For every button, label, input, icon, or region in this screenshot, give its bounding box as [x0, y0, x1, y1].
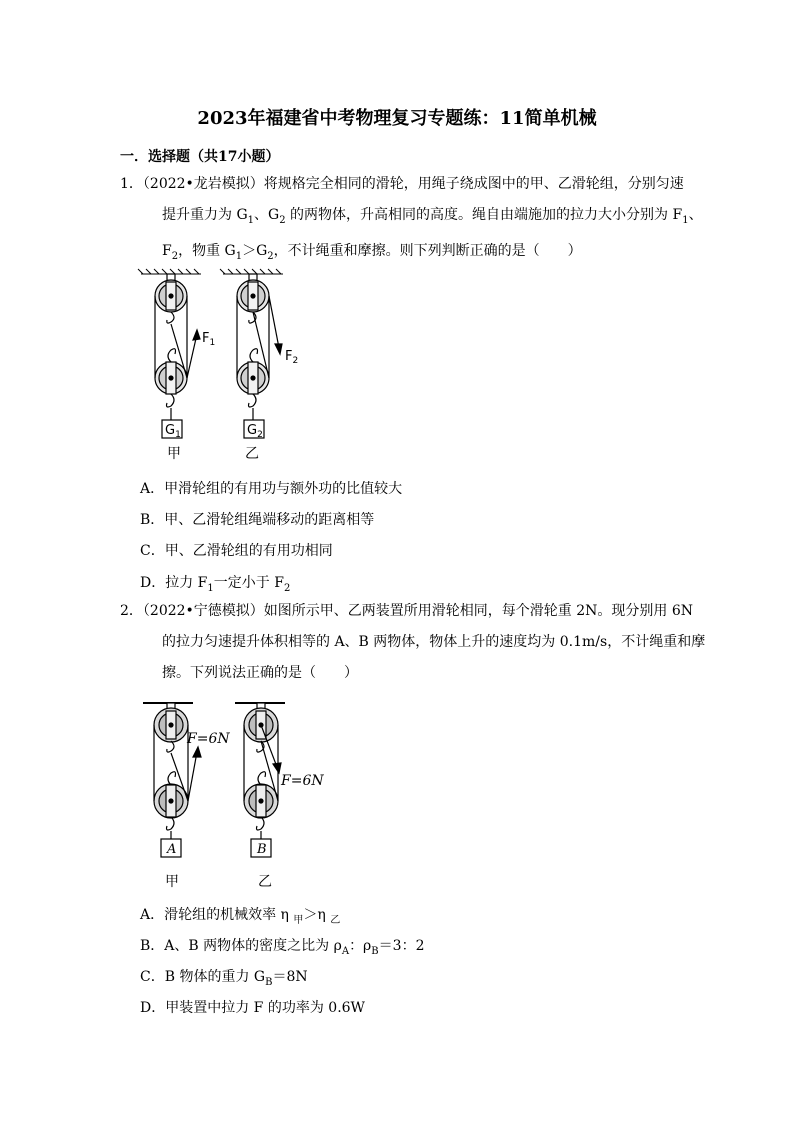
- figure-label-b: 乙: [245, 446, 259, 462]
- option-a[interactable]: A．滑轮组的机械效率 η $_甲$＞η $_乙$: [140, 907, 341, 926]
- question-2-stem: [120, 596, 705, 689]
- question-text-line: $F_2$，物重 $G_1>G_2$，不计绳重和摩擦。则下列判断正确的是（ ）: [162, 242, 582, 262]
- question-text-line: 擦。下列说法正确的是（ ）: [162, 665, 358, 681]
- box-label-a: A: [167, 842, 177, 857]
- option-c[interactable]: C．B 物体的重力 $G_B=8N$: [140, 969, 308, 988]
- pulley-figure-2: [135, 697, 335, 892]
- question-text-line: 提升重力为 $G_1$、$G_2$ 的两物体，升高相同的高度。绳自由端施加的拉力大小分别为 $F_1$、: [162, 207, 703, 226]
- pulley-figure-1: [135, 268, 315, 463]
- option-d[interactable]: D．甲装置中拉力 F 的功率为 0.6W: [140, 1000, 365, 1016]
- option-a[interactable]: A．甲滑轮组的有用功与额外功的比值较大: [140, 481, 403, 497]
- figure-label-b: 乙: [258, 874, 272, 890]
- page-title: 2023年福建省中考物理复习专题练：11简单机械: [197, 108, 597, 129]
- force-label-a: F=6N: [187, 731, 230, 747]
- pulley-system-b: [237, 274, 282, 438]
- option-c[interactable]: C．甲、乙滑轮组的有用功相同: [140, 543, 333, 559]
- pulley-system-b: [244, 703, 281, 857]
- weight-label-g1: $G_1$: [165, 423, 181, 440]
- question-text-line: （2022•龙岩模拟）将规格完全相同的滑轮，用绳子绕成图中的甲、乙滑轮组，分别匀速: [142, 176, 684, 192]
- option-b[interactable]: B．A、B 两物体的密度之比为 $\rho_A$：$\rho_B=3$：2: [140, 938, 425, 957]
- box-label-b: B: [257, 842, 267, 857]
- question-text-line: 的拉力匀速提升体积相等的 A、B 两物体，物体上升的速度均为 0.1m/s，不计绳重和摩: [162, 634, 706, 650]
- force-label-f1: $F_1$: [202, 331, 216, 348]
- option-b[interactable]: B．甲、乙滑轮组绳端移动的距离相等: [140, 512, 375, 528]
- weight-label-g2: $G_2$: [247, 423, 263, 440]
- figure-label-a: 甲: [167, 446, 181, 462]
- force-label-b: F=6N: [281, 773, 324, 789]
- pulley-system-a: [155, 274, 200, 438]
- force-label-f2: $F_2$: [285, 349, 299, 366]
- pulley-system-a: [154, 703, 201, 857]
- option-d[interactable]: D．拉力 $F_1$一定小于 $F_2$: [140, 575, 291, 594]
- question-number: 1．: [120, 176, 143, 192]
- question-text-line: （2022•宁德模拟）如图所示甲、乙两装置所用滑轮相同，每个滑轮重 2N。现分别用 6N: [142, 603, 694, 619]
- question-number: 2．: [120, 603, 143, 619]
- section-heading: 一．选择题（共17小题）: [120, 149, 280, 165]
- figure-label-a: 甲: [165, 874, 179, 890]
- ceiling: [138, 269, 283, 274]
- question-1-stem: [120, 169, 703, 272]
